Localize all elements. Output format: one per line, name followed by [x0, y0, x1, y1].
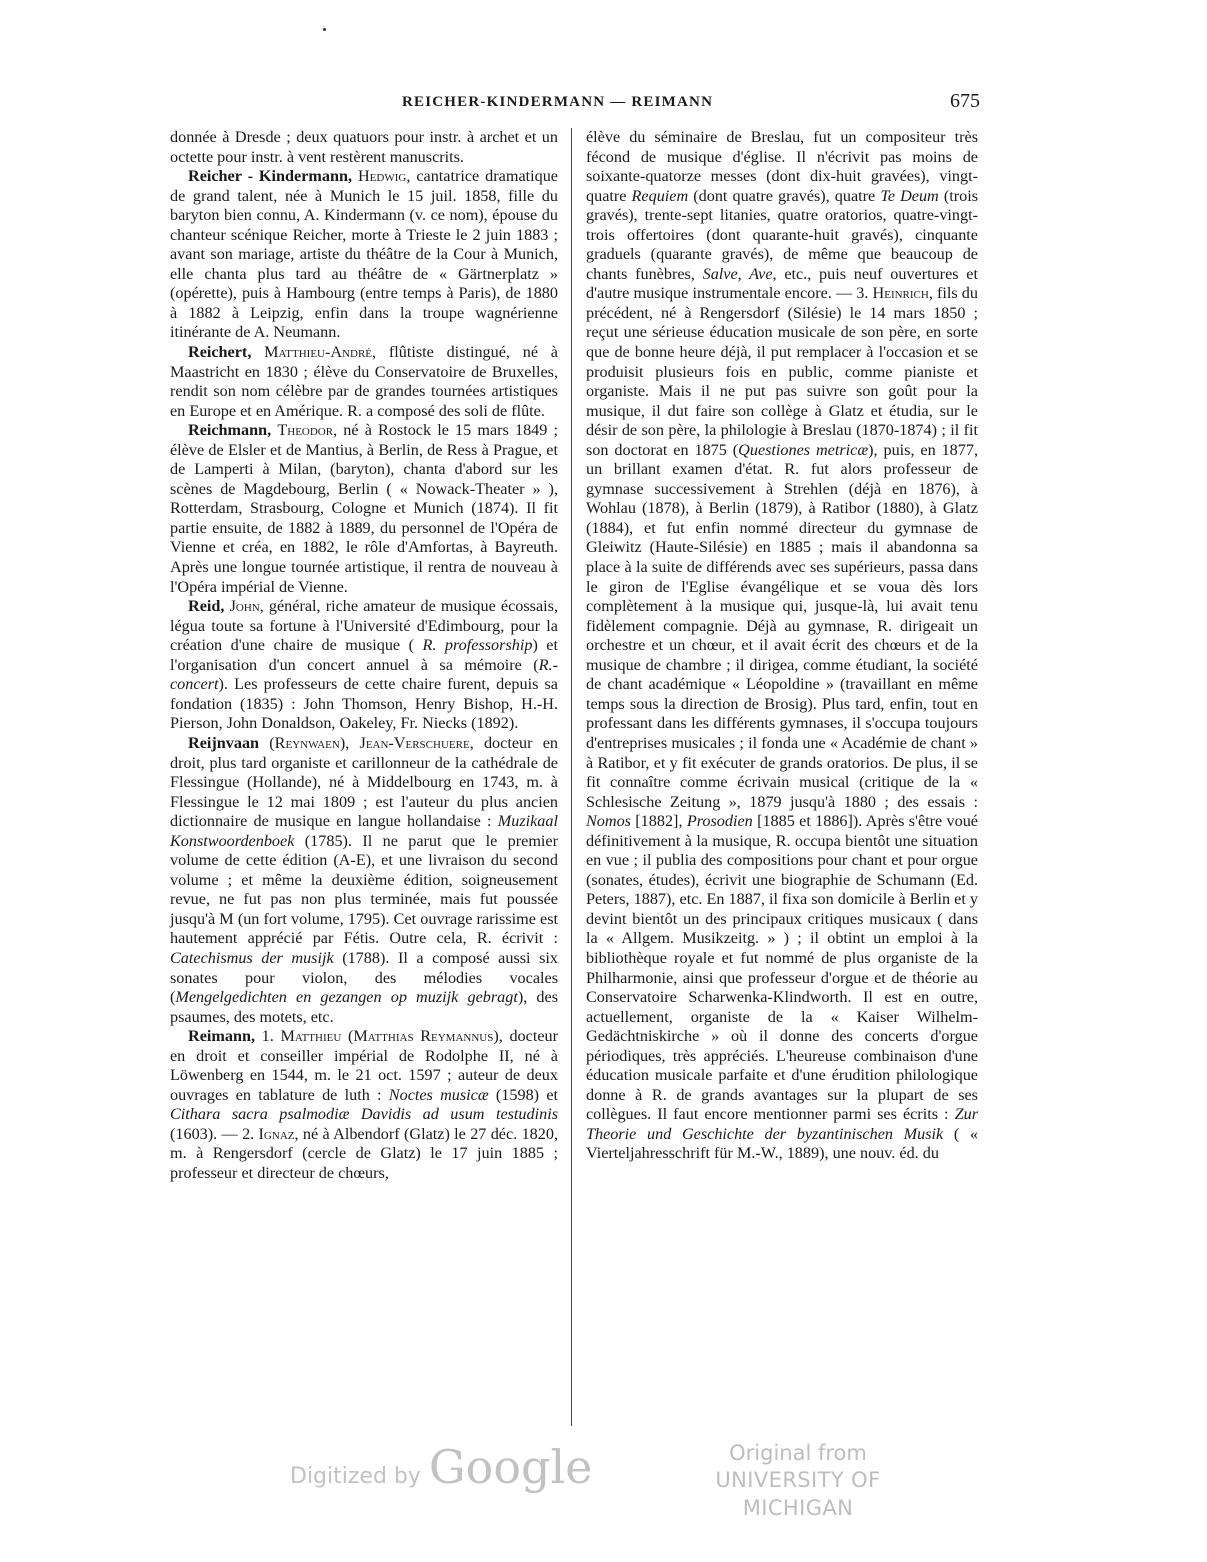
entry-text: , flûtiste distingué, né à Maastricht en 1830 ; élève du Conservatoire de Bruxelles, rendit son nom célèbre par de grandes tournées artistiques en Europe et en Amérique. R. a composé des soli de flûte. [170, 343, 558, 420]
entry-text: ) et l'organisation d'un concert annuel à sa mémoire ( [170, 636, 558, 674]
entry-continuation: donnée à Dresde ; deux quatuors pour instr. à archet et un octette pour instr. à vent restèrent manuscrits. [170, 128, 558, 166]
entry-title-italic: Salve, Ave [702, 264, 773, 283]
entry-title-italic: Nomos [586, 812, 631, 831]
entry-title-italic: Questiones metricæ [738, 440, 869, 459]
entry-headword: Reichmann, [188, 421, 272, 440]
entry-title-italic: Noctes musicæ [388, 1085, 489, 1104]
entry-text: élève du séminaire de Breslau, fut un compositeur très fécond de musique d'église. Il n'écrivit pas moins de soixante-quatorze messes (dont dix-huit gravées), vingt-quatre [586, 128, 978, 205]
entry-given-name: Jean-Verschuere [359, 733, 470, 752]
university-text: UNIVERSITY OF MICHIGAN [715, 1468, 881, 1520]
page-number: 675 [950, 90, 980, 112]
entry-text: ). Les professeurs de cette chaire furent, depuis sa fondation (1835) : John Thomson, Henry Bishop, H.-H. Pierson, John Donaldson, Oakeley, Fr. Niecks (1892). [170, 675, 558, 733]
running-title: REICHER-KINDERMANN — REIMANN [402, 94, 714, 110]
entry-given-name: Heinrich [872, 284, 929, 303]
entry-title-italic: Catechismus der musijk [170, 948, 334, 967]
entry-reimann-continued [586, 128, 978, 1164]
entry-reid [170, 597, 558, 734]
entry-given-name: Hedwig [357, 167, 407, 186]
original-from-text: Original from [729, 1441, 867, 1465]
entry-text: , né à Albendorf (Glatz) le 27 déc. 1820, m. à Rengersdorf (cercle de Glatz) le 17 juin 1885 ; professeur et directeur de chœurs, [170, 1124, 558, 1182]
entry-text: , cantatrice dramatique de grand talent, née à Munich le 15 juil. 1858, fille du baryton bien connu, A. Kindermann (v. ce nom), épouse du chanteur scénique Reicher, morte à Trieste le 2 juin 1883 ; avant son mariage, artiste du théâtre de la Cour à Munich, elle chanta plus tard au théâtre de « Gärtnerplatz » (opérette), puis à Hambourg (entre temps à Paris), de 1880 à 1882 à Leipzig, enfin dans la troupe wagnérienne itinérante de A. Neumann. [170, 167, 558, 342]
entry-text: ( « Vierteljahresschrift für M.-W., 1889), une nouv. éd. du [586, 1124, 978, 1163]
entry-text: (1598) et [488, 1085, 559, 1104]
entry-title-italic: Zur Theorie und Geschichte der byzantinischen Musik [586, 1105, 978, 1143]
entry-title-italic: Cithara sacra psalmodiæ Davidis ad usum testudinis [170, 1105, 558, 1124]
entry-given-name: Matthieu (Matthias Reymannus) [280, 1027, 499, 1046]
entry-given-name: John [229, 597, 260, 616]
entry-given-name: Matthieu-André [264, 343, 373, 362]
entry-title-italic: Requiem [631, 186, 689, 205]
entry-text: , général, riche amateur de musique écossais, légua toute sa fortune à l'Université d'Edimbourg, pour la création d'une chaire de musique ( [170, 597, 559, 655]
entry-reichert [170, 343, 558, 421]
entry-text: , etc., puis neuf ouvertures et d'autre musique instrumentale encore. — 3. [586, 264, 978, 303]
source-watermark [668, 1440, 928, 1522]
entry-text: (1788). Il a composé aussi six sonates pour violon, des mélodies vocales ( [170, 948, 558, 1007]
entry-text: , fils du précédent, né à Rengersdorf (Silésie) le 14 mars 1850 ; reçut une sérieuse éducation musicale de son père, en sorte que de bonne heure déjà, il put remplacer à l'occasion et se produisit plusieurs fois en public, comme pianiste et organiste. Mais il ne put pas suivre son goût pour la musique, il dut faire son collège à Glatz et étudia, sur le désir de son père, la philologie à Breslau (1870-1874) ; il fit son doctorat en 1875 ( [586, 284, 978, 459]
left-column [170, 128, 558, 1184]
entry-title-italic: Te Deum [880, 186, 939, 205]
entry-text: (1785). Il ne parut que le premier volume de cette édition (A-E), et une livraison du second volume ; et même la deuxième édition, soigneusement revue, ne fut pas non plus terminée, mais fut poussée jusqu'à M (un fort volume, 1795). Cet ouvrage rarissime est hautement apprécié par Fétis. Outre cela, R. écrivit : [170, 831, 558, 948]
digitized-by-text: Digitized by [290, 1464, 421, 1489]
entry-text: , né à Rostock le 15 mars 1849 ; élève de Elsler et de Mantius, à Berlin, de Ress à Prague, et de Lamperti à Milan, (baryton), chanta d'abord sur les scènes de Magdebourg, Berlin ( « Nowack-Theater » ), Rotterdam, Strasbourg, Cologne et Munich (1874). Il fit partie ensuite, de 1882 à 1889, du personnel de l'Opéra de Vienne et créa, en 1882, le rôle d'Amfortas, à Bayreuth. Après une longue tournée artistique, il rentra de nouveau à l'Opéra impérial de Vienne. [170, 421, 559, 596]
digitized-by-watermark [290, 1440, 592, 1494]
scan-speck [323, 28, 326, 31]
entry-reimann [170, 1027, 558, 1183]
entry-reijnvaan [170, 734, 558, 1027]
entry-title-italic: R. professorship [422, 636, 533, 655]
entry-text: [1882], [630, 812, 687, 831]
entry-given-name: Ignaz [258, 1124, 295, 1143]
entry-headword: Reid, [188, 597, 225, 616]
entry-title-italic: Muzikaal Konstwoordenboek [170, 812, 558, 850]
entry-text: [1885 et 1886]). Après s'être voué définitivement à la musique, R. occupa bientôt une situation en vue ; il publia des compositions pour chant et pour orgue (sonates, études), écrivit une biographie de Schumann (Ed. Peters, 1887), etc. En 1887, il fixa son domicile à Berlin et y devint bientôt un des principaux critiques musicaux ( dans la « Allgem. Musikzeitg. » ) ; il obtint un emploi à la bibliothèque royale et fut nommé de plus organiste de la Philharmonie, ainsi que professeur d'orgue et de théorie au Conservatoire Scharwenka-Klindworth. Il est en outre, actuellement, organiste de la « Kaiser Wilhelm-Gedächtniskirche » où il donne des concerts d'orgue périodiques, très appréciés. L'heureuse combinaison d'une éducation musicale parfaite et d'une érudition philologique donne à R. de grands avantages sur la plupart de ses collègues. Il faut encore mentionner parmi ses écrits : [586, 812, 979, 1124]
entry-text: ), des psaumes, des motets, etc. [170, 988, 559, 1026]
entry-headword: Reicher - Kindermann, [188, 167, 353, 186]
entry-text: (1603). — 2. [170, 1124, 259, 1143]
entry-reicher-kindermann [170, 167, 558, 343]
page-header [170, 90, 980, 120]
right-column [586, 128, 978, 1164]
entry-headword: Reijnvaan [188, 733, 260, 752]
entry-given-name: Theodor [277, 421, 334, 440]
entry-headword: Reimann, [188, 1027, 256, 1046]
google-logo-text: Google [428, 1440, 593, 1494]
entry-text: (trois gravés), trente-sept litanies, quatre oratorios, quatre-vingt-trois offertoires (dont quarante-huit gravés), cinquante graduels (quarante gravés), de même que beaucoup de chants funèbres, [586, 186, 978, 283]
entry-reichmann [170, 421, 558, 597]
entry-text: (dont quatre gravés), quatre [688, 186, 881, 205]
entry-headword: Reichert, [188, 343, 252, 362]
entry-text: , docteur en droit, plus tard organiste et carillonneur de la cathédrale de Flessingue (Hollande), né à Middelbourg en 1743, m. à Flessingue le 12 mai 1809 ; est l'auteur du plus ancien dictionnaire de musique en langue hollandaise : [170, 733, 558, 831]
entry-title-italic: Prosodien [686, 812, 753, 831]
entry-title-italic: Mengelgedichten en gezangen op muzijk gebragt [175, 988, 518, 1007]
entry-text: , docteur en droit et conseiller impérial de Rodolphe II, né à Löwenberg en 1544, m. le 21 oct. 1597 ; auteur de deux ouvrages en tablature de luth : [170, 1027, 558, 1104]
entry-number: 1. [255, 1027, 281, 1046]
entry-title-italic: R.-concert [170, 655, 558, 694]
entry-text: ), puis, en 1877, un brillant examen d'état. R. fut alors professeur de gymnase successivement à Strehlen (déjà en 1876), à Wohlau (1878), à Berlin (1879), à Ratibor (1880), à Glatz (1884), et fut enfin nommé directeur du gymnase de Gleiwitz (Haute-Silésie) en 1885 ; mais il abandonna sa place à la suite de différends avec ses supérieurs, passa dans le giron de l'Eglise évangélique et se voua dès lors complètement à la musique qui, jusque-là, lui avait tenu fidèlement compagnie. Déjà au gymnase, R. dirigeait un orchestre et un chœur, et il avait écrit des chœurs et de la musique de chambre ; il dirigea, comme étudiant, la société de chant académique « Léopoldine » (travaillant en même temps sous la direction de Brosig). Plus tard, enfin, tout en professant dans les différents gymnases, il s'occupa toujours d'entreprises musicales ; il fonda une « Académie de chant » à Ratibor, et y fit exécuter de grands oratorios. De plus, il se fit connaître comme écrivain musical (critique de la « Schlesische Zeitung », 1879 jusqu'à 1880 ; des essais : [586, 440, 978, 811]
column-divider [571, 128, 572, 1426]
entry-variant: (Reynwaen), [259, 733, 360, 752]
